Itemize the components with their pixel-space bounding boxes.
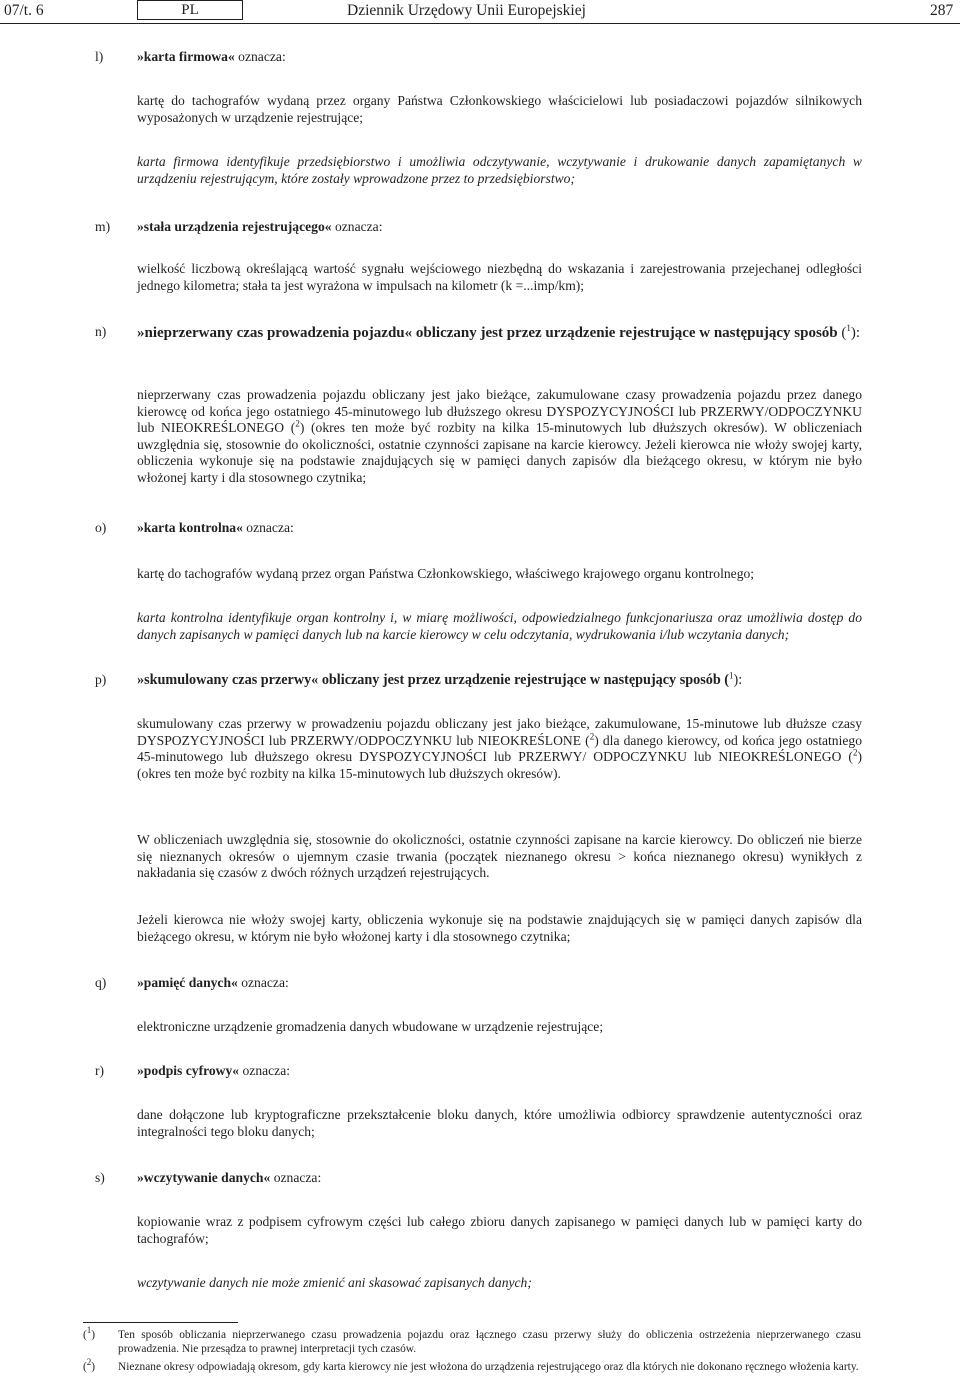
language-code: PL (137, 0, 243, 20)
issue-number: 07/t. 6 (4, 2, 44, 19)
item-label: q) (95, 975, 107, 990)
paragraph: dane dołączone lub kryptograficzne przekształcenie bloku danych, które umożliwia odbiorcy sprawdzenie autentyczności oraz integralności tego bloku danych; (137, 1107, 862, 1139)
defined-term: »podpis cyfrowy« (137, 1063, 240, 1078)
paragraph: wielkość liczbową określającą wartość sygnału wejściowego niezbędną do wskazania i zarejestrowania przejechanej odległości jednego kilometra; stała ta jest wyrażona w impulsach na kilometr (k =...imp/km); (137, 261, 862, 293)
defined-term: »karta firmowa« (137, 49, 235, 64)
page-number: 287 (930, 2, 954, 19)
paragraph (137, 716, 862, 782)
item-label: r) (95, 1063, 105, 1078)
defined-term: »skumulowany czas przerwy« (137, 672, 319, 688)
definition-heading (137, 49, 862, 66)
footnote-text: Nieznane okresy odpowiadają okresom, gdy karta kierowcy nie jest włożona do urządzenia rejestrującego oraz dla których nie dokonano ręcznego włożenia karty. (118, 1361, 859, 1373)
paragraph: elektroniczne urządzenie gromadzenia danych wbudowane w urządzenie rejestrujące; (137, 1019, 604, 1034)
paragraph: wczytywanie danych nie może zmienić ani skasować zapisanych danych; (137, 1275, 532, 1290)
heading-rest: obliczany jest przez urządzenie rejestrujące w następujący sposób (412, 325, 838, 341)
paragraph: W obliczeniach uwzględnia się, stosownie do okoliczności, ostatnie czynności zapisane na karcie kierowcy. Do obliczeń nie bierze się nieznanych okresów o ujemnym czasie trwania (początek nieznanego okresu > końca nieznanego okresu) wynikłych z nakładania się czasów z dwóch różnych urządzeń rejestrujących. (137, 832, 862, 881)
item-label: s) (95, 1170, 105, 1185)
footnote-number: ($^2$) (83, 1357, 96, 1373)
heading-rest: oznacza: (242, 520, 294, 535)
item-label: o) (95, 520, 107, 535)
paragraph: Jeżeli kierowca nie włoży swojej karty, obliczenia wykonuje się na podstawie znajdujących się w pamięci danych zapisów dla bieżącego okresu, w którym nie było włożonej karty i dla stosownego czytnika; (137, 912, 862, 944)
footnote-ref: 1 (728, 670, 734, 681)
heading-rest: obliczany jest przez urządzenie rejestrujące w następujący sposób ( (318, 672, 729, 688)
text-part: skumulowany czas przerwy w prowadzeniu pojazdu obliczany jest jako bieżące, zakumulowane, 15-minutowe lub dłuższe czasy DYSPOZYCYJNOŚCI lub PRZERWY/ODPOCZYNKU lub NIEOKREŚLONE ( (137, 716, 862, 748)
definition-heading (137, 219, 862, 236)
heading-tail: : (855, 325, 861, 341)
paragraph: kopiowanie wraz z podpisem cyfrowym części lub całego zbioru danych zapisanego w pamięci danych lub w pamięci karty do tachografów; (137, 1214, 862, 1246)
item-label: n) (95, 324, 107, 339)
footnote-ref: 2 (295, 418, 300, 429)
item-label: m) (95, 219, 111, 234)
definition-heading (137, 520, 862, 537)
paragraph (137, 387, 862, 487)
definition-heading (137, 672, 862, 689)
text-part: ) (okres ten może być rozbity na kilka 15-minutowych lub dłuższych okresów). (137, 749, 862, 781)
footnote-rule (83, 1322, 238, 1323)
footnote-ref: 2 (852, 747, 858, 758)
definition-heading (137, 975, 862, 992)
defined-term: »nieprzerwany czas prowadzenia pojazdu« (137, 325, 413, 341)
defined-term: »stała urządzenia rejestrującego« (137, 219, 332, 234)
heading-rest: oznacza: (331, 219, 383, 234)
defined-term: »wczytywanie danych« (137, 1170, 271, 1185)
paragraph: karta kontrolna identyfikuje organ kontrolny i, w miarę możliwości, odpowiedzialnego funkcjonariusza oraz umożliwia dostęp do danych zapisanych w pamięci danych lub na karcie kierowcy w celu odczytania, wydrukowania i/lub wczytania danych; (137, 610, 862, 642)
paragraph: kartę do tachografów wydaną przez organy Państwa Członkowskiego właścicielowi lub posiadaczowi pojazdów silnikowych wyposażonych w urządzenie rejestrujące; (137, 93, 862, 125)
paragraph: karta firmowa identyfikuje przedsiębiorstwo i umożliwia odczytywanie, wczytywanie i drukowanie danych zapamiętanych w urządzeniu rejestrującym, które zostały wprowadzone przez to przedsiębiorstwo; (137, 154, 862, 186)
item-label: p) (95, 672, 107, 687)
text-part: ) dla danego kierowcy, od końca jego ostatniego 45-minutowego lub dłuższego okresu DYSPOZYCYJNOŚCI lub PRZERWY/ ODPOCZYNKU lub NIEOKREŚLONEGO ( (137, 732, 862, 765)
footnote-ref: 2 (589, 731, 595, 742)
definition-heading (137, 1063, 862, 1080)
header-rule (0, 23, 960, 24)
page-header (0, 0, 960, 22)
defined-term: »pamięć danych« (137, 975, 238, 990)
heading-rest: oznacza: (237, 975, 289, 990)
heading-rest: oznacza: (234, 49, 286, 64)
footnote-text: Ten sposób obliczania nieprzerwanego czasu prowadzenia pojazdu oraz łącznego czasu przerwy służy do obliczenia ostrzeżenia nieprzerwanego czasu prowadzenia. Nie przesądza to prawnej interpretacji tych czasów. (118, 1329, 861, 1355)
journal-title: Dziennik Urzędowy Unii Europejskiej (347, 2, 586, 19)
text-part: ) (okres ten może być rozbity na kilka 15-minutowych lub dłuższych okresów). W obliczeniach uwzględnia się, stosownie do okoliczności, ostatnie czynności zapisane na karcie kierowcy. Jeżeli kierowca nie włoży swojej karty, obliczenia wykonuje się na podstawie znajdujących się w pamięci danych zapisów dla bieżącego okresu, w którym nie było włożonej karty i dla stosownego czytnika; (137, 420, 862, 485)
definition-heading (137, 1170, 862, 1187)
footnote-ref: 1 (846, 323, 851, 333)
heading-rest: oznacza: (239, 1063, 291, 1078)
item-label: l) (95, 49, 104, 64)
definition-heading: »nieprzerwany czas prowadzenia pojazdu« obliczany jest przez urządzenie rejestrujące w następujący sposób ($^1$): (137, 323, 861, 341)
heading-rest: oznacza: (270, 1170, 322, 1185)
footnote-number: ($^1$) (83, 1325, 96, 1341)
paragraph: kartę do tachografów wydaną przez organ Państwa Członkowskiego, właściwego krajowego organu kontrolnego; (137, 566, 755, 581)
defined-term: »karta kontrolna« (137, 520, 243, 535)
heading-tail: ): (733, 672, 743, 688)
text-part: nieprzerwany czas prowadzenia pojazdu obliczany jest jako bieżące, zakumulowane czasy prowadzenia pojazdu przez danego kierowcę od końca jego ostatniego 45-minutowego lub dłuższego okresu DYSPOZYCYJNOŚCI lub PRZERWY/ODPOCZYNKU lub NIEOKREŚLONEGO ( (137, 387, 862, 436)
